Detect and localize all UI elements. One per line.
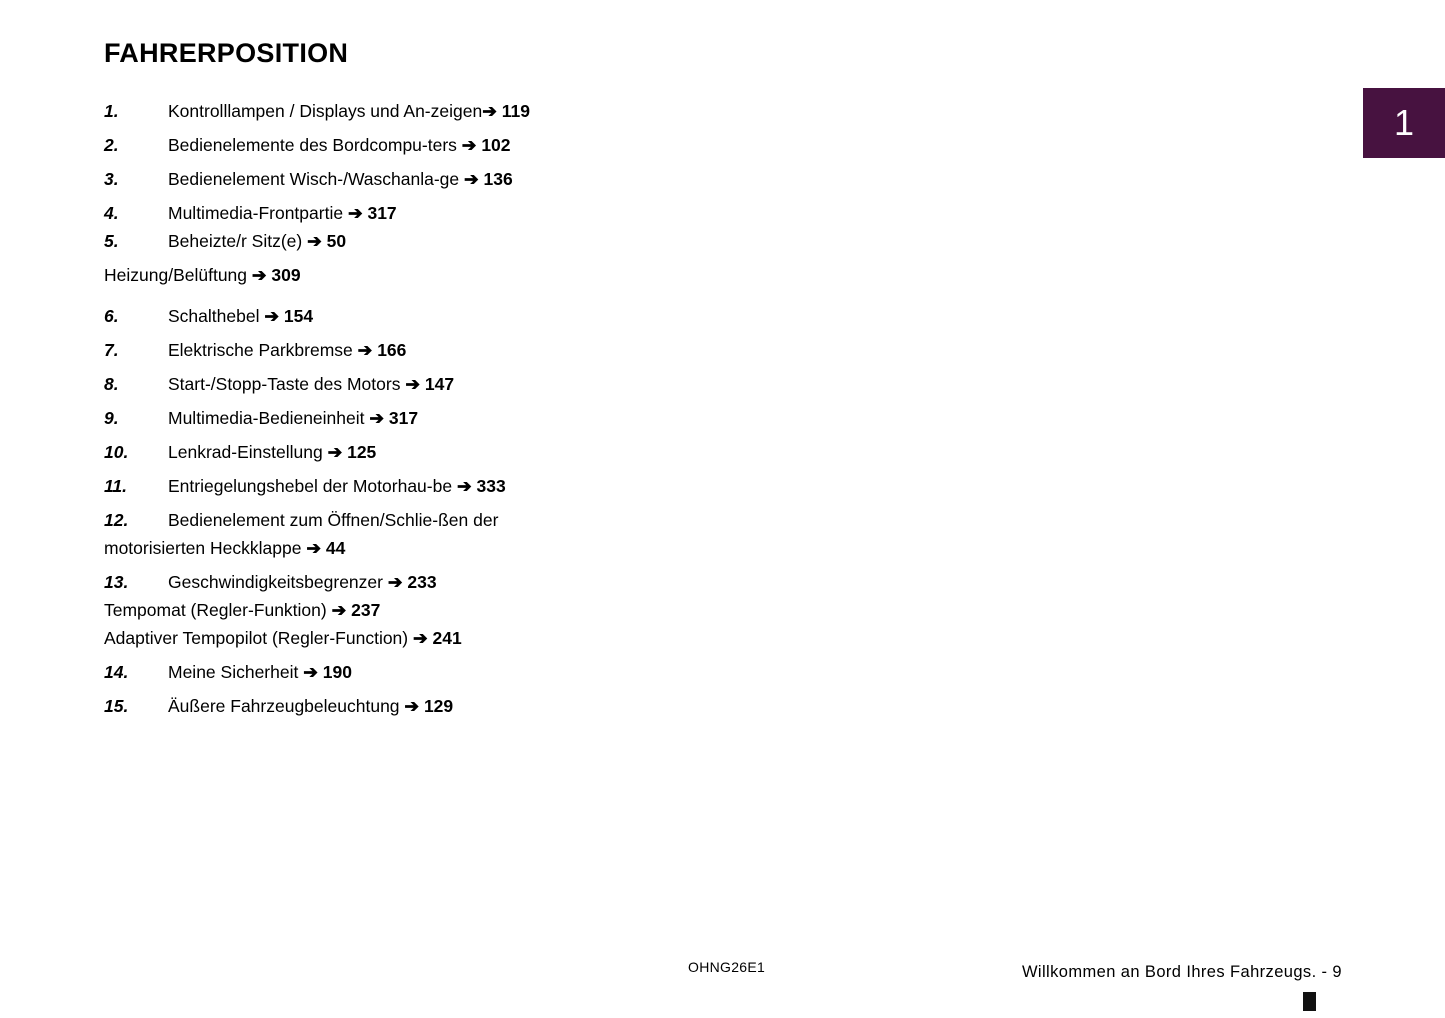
list-item-page-ref: ➔ 241 <box>413 628 462 648</box>
list-item-text <box>168 99 744 123</box>
list-item-number: 12. <box>104 510 129 530</box>
chapter-tab <box>1363 88 1445 158</box>
list-item-label: Multimedia-Frontpartie <box>168 203 344 223</box>
list-item-text <box>168 440 744 464</box>
list-item-label: Adaptiver Tempopilot (Regler-Function) <box>104 628 409 648</box>
list-item <box>104 508 744 532</box>
list-item-page-ref: ➔ 119 <box>482 101 530 121</box>
list-item-text <box>168 570 744 594</box>
list-item-page-ref: ➔ 333 <box>456 476 506 496</box>
list-item-number: 8. <box>104 374 119 394</box>
list-item-number: 1. <box>104 101 119 121</box>
list-item-label: Heizung/Belüftung <box>104 265 248 285</box>
list-item-number: 4. <box>104 203 119 223</box>
list-item <box>104 338 744 362</box>
list-item-number: 6. <box>104 306 119 326</box>
list-item-page-ref: ➔ 317 <box>369 408 419 428</box>
list-item-label: Elektrische Parkbremse <box>168 340 353 360</box>
list-item-text <box>104 536 744 560</box>
list-item-text <box>168 229 744 253</box>
list-item-text <box>104 626 744 650</box>
list-item-text <box>168 660 744 684</box>
list-item-label: Start-/Stopp-Taste des Motors <box>168 374 401 394</box>
list-item-number: 11. <box>104 476 128 496</box>
list-item-text <box>168 406 744 430</box>
list-item <box>104 440 744 464</box>
list-item <box>104 372 744 396</box>
list-item-label: Beheizte/r Sitz(e) <box>168 231 303 251</box>
list-item-page-ref: ➔ 125 <box>327 442 377 462</box>
list-item-number: 15. <box>104 696 129 716</box>
list-item-label: Bedienelemente des Bordcompu-ters <box>168 135 457 155</box>
list-item <box>104 304 744 328</box>
list-item-text <box>104 598 744 622</box>
list-item-continuation <box>104 626 744 650</box>
list-item-number: 2. <box>104 135 119 155</box>
page-marker-block <box>1303 992 1316 1011</box>
list-item-text <box>168 694 744 718</box>
list-item-text <box>168 474 744 498</box>
list-item-text <box>168 167 744 191</box>
list-item-label: Kontrolllampen / Displays und An-zeigen <box>168 101 483 121</box>
list-item-number: 14. <box>104 662 129 682</box>
driver-position-list <box>104 99 744 718</box>
page-content <box>104 38 744 728</box>
list-item-text <box>168 133 744 157</box>
list-item-label: Lenkrad-Einstellung <box>168 442 323 462</box>
list-item-text <box>168 372 744 396</box>
list-item-label: Äußere Fahrzeugbeleuchtung <box>168 696 400 716</box>
list-item-page-ref: ➔ 147 <box>405 374 455 394</box>
document-reference-code: OHNG26E1 <box>688 959 766 975</box>
list-item-number: 10. <box>104 442 129 462</box>
list-item-number: 7. <box>104 340 119 360</box>
list-item-label: Schalthebel <box>168 306 260 326</box>
list-item <box>104 201 744 225</box>
list-item-page-ref: ➔ 233 <box>387 572 437 592</box>
footer-chapter-title: Willkommen an Bord Ihres Fahrzeugs. - 9 <box>1021 963 1342 981</box>
list-item-page-ref: ➔ 44 <box>306 538 346 558</box>
list-item-page-ref: ➔ 309 <box>251 265 301 285</box>
list-item-label: Tempomat (Regler-Funktion) <box>104 600 327 620</box>
list-item-label: Bedienelement zum Öffnen/Schlie-ßen der <box>168 510 499 530</box>
list-item-text <box>168 201 744 225</box>
list-item-label: Meine Sicherheit <box>168 662 299 682</box>
list-item-number: 13. <box>104 572 129 592</box>
list-item <box>104 660 744 684</box>
list-item-text <box>168 304 744 328</box>
list-item-page-ref: ➔ 102 <box>461 135 511 155</box>
list-item <box>104 570 744 594</box>
list-item-continuation <box>104 598 744 622</box>
list-item <box>104 133 744 157</box>
list-item-continuation <box>104 536 744 560</box>
list-item-page-ref: ➔ 136 <box>464 169 513 189</box>
list-item-number: 3. <box>104 169 119 189</box>
page-title: FAHRERPOSITION <box>104 38 349 68</box>
list-item-number: 5. <box>104 231 119 251</box>
list-item <box>104 167 744 191</box>
list-item-text <box>104 263 744 287</box>
list-item <box>104 474 744 498</box>
list-item-label: Bedienelement Wisch-/Waschanla-ge <box>168 169 460 189</box>
list-item-label: Geschwindigkeitsbegrenzer <box>168 572 383 592</box>
list-item-page-ref: ➔ 129 <box>404 696 454 716</box>
list-item <box>104 406 744 430</box>
list-item-number: 9. <box>104 408 119 428</box>
list-item-page-ref: ➔ 190 <box>303 662 352 682</box>
list-item-continuation <box>104 263 744 287</box>
list-item <box>104 694 744 718</box>
list-item-page-ref: ➔ 317 <box>347 203 397 223</box>
list-item-text <box>168 338 744 362</box>
list-item-page-ref: ➔ 50 <box>307 231 347 251</box>
list-item <box>104 229 744 253</box>
list-item-page-ref: ➔ 154 <box>264 306 314 326</box>
list-item-page-ref: ➔ 237 <box>331 600 381 620</box>
list-item <box>104 99 744 123</box>
list-item-label: Multimedia-Bedieneinheit <box>168 408 365 428</box>
list-item-page-ref: ➔ 166 <box>357 340 407 360</box>
list-item-label: motorisierten Heckklappe <box>104 538 302 558</box>
list-item-label: Entriegelungshebel der Motorhau-be <box>168 476 453 496</box>
list-item-text <box>168 508 744 532</box>
chapter-tab-number: 1 <box>1393 102 1415 143</box>
